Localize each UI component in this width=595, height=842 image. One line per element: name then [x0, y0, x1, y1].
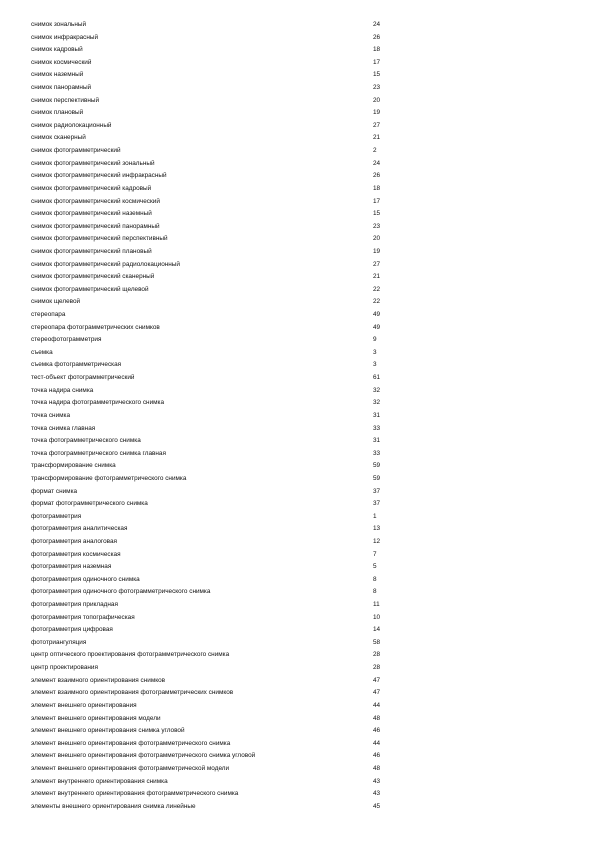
- index-entry: [31, 624, 391, 637]
- index-page-number: 17: [373, 197, 381, 205]
- index-entry: [31, 612, 391, 625]
- index-entry: [31, 423, 391, 436]
- index-term: снимок панорамный: [31, 84, 92, 92]
- index-page-number: 47: [373, 676, 381, 684]
- index-page-number: 21: [373, 134, 381, 142]
- index-page-number: 27: [373, 121, 381, 129]
- index-entry: [31, 347, 391, 360]
- index-term: фотограмметрия одиночного фотограмметрического снимка: [31, 588, 211, 596]
- index-entry: [31, 662, 391, 675]
- index-term: элемент внешнего ориентирования снимка угловой: [31, 727, 185, 735]
- index-term: формат фотограмметрического снимка: [31, 500, 148, 508]
- index-page-number: 28: [373, 664, 381, 672]
- index-entry: [31, 95, 391, 108]
- index-entry: [31, 44, 391, 57]
- index-entry: [31, 448, 391, 461]
- index-entry: [31, 549, 391, 562]
- index-page-number: 15: [373, 71, 381, 79]
- index-term: фотограмметрия одиночного снимка: [31, 575, 140, 583]
- index-entry: [31, 322, 391, 335]
- index-page-number: 48: [373, 764, 381, 772]
- index-page-number: 48: [373, 714, 381, 722]
- index-entry: [31, 57, 391, 70]
- index-term: элемент взаимного ориентирования снимков: [31, 676, 166, 684]
- index-page-number: 3: [373, 348, 377, 356]
- index-entry: [31, 334, 391, 347]
- index-page-number: 27: [373, 260, 381, 268]
- index-page-number: 20: [373, 96, 381, 104]
- index-entry: [31, 435, 391, 448]
- index-page-number: 47: [373, 689, 381, 697]
- index-term: точка снимка главная: [31, 424, 96, 432]
- index-entry: [31, 284, 391, 297]
- index-term: снимок фотограмметрический щелевой: [31, 285, 149, 293]
- index-entry: [31, 788, 391, 801]
- index-entry: [31, 221, 391, 234]
- index-page-number: 43: [373, 790, 381, 798]
- index-page-number: 5: [373, 563, 377, 571]
- index-term: стереопара фотограмметрических снимков: [31, 323, 160, 331]
- index-entry: [31, 132, 391, 145]
- index-entry: [31, 196, 391, 209]
- index-entry: [31, 271, 391, 284]
- index-term: элемент внешнего ориентирования фотограмметрического снимка: [31, 739, 231, 747]
- index-term: элемент внутреннего ориентирования фотограмметрического снимка: [31, 790, 239, 798]
- index-term: точка фотограмметрического снимка главная: [31, 449, 166, 457]
- index-page-number: 31: [373, 411, 381, 419]
- index-entry: [31, 637, 391, 650]
- index-page-number: 46: [373, 727, 381, 735]
- index-entry: [31, 523, 391, 536]
- index-term: трансформирование фотограмметрического снимка: [31, 474, 187, 482]
- index-page-number: 11: [373, 601, 380, 609]
- index-entry: [31, 750, 391, 763]
- index-term: трансформирование снимка: [31, 462, 116, 470]
- index-page-number: 24: [373, 21, 381, 28]
- index-entry: [31, 246, 391, 259]
- index-entry: [31, 32, 391, 45]
- index-term: снимок инфракрасный: [31, 33, 99, 41]
- index-term: фотограмметрия прикладная: [31, 601, 118, 609]
- index-page-number: 21: [373, 273, 381, 281]
- index-term: элемент внутреннего ориентирования снимка: [31, 777, 168, 785]
- index-term: центр проектирования: [31, 664, 98, 672]
- index-term: снимок радиолокационный: [31, 121, 112, 129]
- index-page-number: 13: [373, 525, 381, 533]
- index-term: точка надира снимка: [31, 386, 94, 394]
- index-page-number: 14: [373, 626, 381, 634]
- index-entry: [31, 649, 391, 662]
- index-entry: [31, 259, 391, 272]
- index-page-number: 43: [373, 777, 381, 785]
- index-page-number: 2: [373, 147, 377, 155]
- index-page-number: 59: [373, 462, 381, 470]
- index-term: фотограмметрия космическая: [31, 550, 121, 558]
- term-index-list: [31, 19, 391, 813]
- index-entry: [31, 486, 391, 499]
- index-page-number: 9: [373, 336, 377, 344]
- index-term: съемка фотограмметрическая: [31, 361, 122, 369]
- index-page-number: 23: [373, 222, 381, 230]
- index-term: снимок фотограмметрический наземный: [31, 210, 152, 218]
- index-entry: [31, 561, 391, 574]
- index-entry: [31, 725, 391, 738]
- index-term: съемка: [31, 348, 53, 356]
- index-page-number: 18: [373, 46, 381, 54]
- index-entry: [31, 82, 391, 95]
- index-page-number: 49: [373, 311, 381, 319]
- index-term: снимок фотограмметрический кадровый: [31, 184, 152, 192]
- index-term: снимок фотограмметрический космический: [31, 197, 160, 205]
- index-entry: [31, 397, 391, 410]
- index-entry: [31, 801, 391, 814]
- index-term: фотограмметрия цифровая: [31, 626, 113, 634]
- index-entry: [31, 309, 391, 322]
- index-entry: [31, 700, 391, 713]
- index-entry: [31, 511, 391, 524]
- index-entry: [31, 170, 391, 183]
- index-entry: [31, 296, 391, 309]
- index-term: снимок фотограмметрический зональный: [31, 159, 155, 167]
- index-term: снимок зональный: [31, 21, 87, 28]
- index-entry: [31, 233, 391, 246]
- index-page-number: 17: [373, 58, 381, 66]
- index-page-number: 26: [373, 33, 381, 41]
- index-term: элемент внешнего ориентирования модели: [31, 714, 161, 722]
- index-entry: [31, 675, 391, 688]
- index-entry: [31, 208, 391, 221]
- index-term: снимок перспективный: [31, 96, 100, 104]
- index-term: снимок щелевой: [31, 298, 81, 306]
- index-term: тест-объект фотограмметрический: [31, 374, 135, 382]
- index-page-number: 12: [373, 537, 381, 545]
- index-term: элемент внешнего ориентирования: [31, 701, 137, 709]
- index-term: снимок плановый: [31, 109, 84, 117]
- index-term: элемент внешнего ориентирования фотограмметрической модели: [31, 764, 230, 772]
- index-page-number: 3: [373, 361, 377, 369]
- index-page-number: 45: [373, 802, 381, 810]
- index-term: снимок космический: [31, 58, 92, 66]
- index-entry: [31, 586, 391, 599]
- index-term: снимок сканерный: [31, 134, 86, 142]
- index-page-number: 37: [373, 500, 381, 508]
- index-entry: [31, 372, 391, 385]
- index-term: снимок фотограмметрический: [31, 147, 121, 155]
- index-term: элемент внешнего ориентирования фотограмметрического снимка угловой: [31, 752, 256, 760]
- index-page-number: 18: [373, 184, 381, 192]
- index-term: точка снимка: [31, 411, 71, 419]
- index-page-number: 61: [373, 374, 381, 382]
- index-page-number: 1: [373, 512, 377, 520]
- index-term: стереофотограмметрия: [31, 336, 102, 344]
- index-page-number: 24: [373, 159, 381, 167]
- index-entry: [31, 687, 391, 700]
- index-entry: [31, 498, 391, 511]
- index-term: фотограмметрия наземная: [31, 563, 112, 571]
- index-page-number: 22: [373, 285, 381, 293]
- index-page-number: 33: [373, 449, 381, 457]
- index-entry: [31, 574, 391, 587]
- index-term: точка фотограмметрического снимка: [31, 437, 141, 445]
- index-entry: [31, 107, 391, 120]
- index-term: фотограмметрия топографическая: [31, 613, 135, 621]
- index-page-number: 58: [373, 638, 381, 646]
- index-entry: [31, 183, 391, 196]
- index-page-number: 46: [373, 752, 381, 760]
- index-page-number: 37: [373, 487, 381, 495]
- index-entry: [31, 69, 391, 82]
- index-page-number: 31: [373, 437, 381, 445]
- index-term: фотограмметрия аналитическая: [31, 525, 128, 533]
- index-term: снимок кадровый: [31, 46, 83, 54]
- index-term: фототриангуляция: [31, 638, 87, 646]
- index-page-number: 8: [373, 575, 377, 583]
- index-page-number: 49: [373, 323, 381, 331]
- index-page-number: 22: [373, 298, 381, 306]
- index-term: снимок наземный: [31, 71, 84, 79]
- index-term: снимок фотограмметрический радиолокационный: [31, 260, 180, 268]
- index-entry: [31, 776, 391, 789]
- index-entry: [31, 410, 391, 423]
- index-page-number: 23: [373, 84, 381, 92]
- index-entry: [31, 599, 391, 612]
- index-entry: [31, 359, 391, 372]
- index-page-number: 32: [373, 386, 381, 394]
- index-entry: [31, 536, 391, 549]
- index-term: элементы внешнего ориентирования снимка линейные: [31, 802, 196, 810]
- index-page-number: 33: [373, 424, 381, 432]
- index-term: фотограмметрия аналоговая: [31, 537, 118, 545]
- index-entry: [31, 19, 391, 32]
- index-term: формат снимка: [31, 487, 78, 495]
- index-page-number: 20: [373, 235, 381, 243]
- index-term: снимок фотограмметрический перспективный: [31, 235, 168, 243]
- index-entry: [31, 763, 391, 776]
- index-term: элемент взаимного ориентирования фотограмметрических снимков: [31, 689, 234, 697]
- index-entry: [31, 460, 391, 473]
- index-entry: [31, 473, 391, 486]
- index-entry: [31, 385, 391, 398]
- index-page-number: 15: [373, 210, 381, 218]
- index-page-number: 7: [373, 550, 377, 558]
- index-page-number: 19: [373, 109, 381, 117]
- index-page-number: 44: [373, 701, 381, 709]
- index-entry: [31, 145, 391, 158]
- index-term: центр оптического проектирования фотограмметрического снимка: [31, 651, 230, 659]
- index-term: снимок фотограмметрический инфракрасный: [31, 172, 167, 180]
- index-term: фотограмметрия: [31, 512, 82, 520]
- index-page-number: 32: [373, 399, 381, 407]
- index-entry: [31, 738, 391, 751]
- index-page-number: 44: [373, 739, 381, 747]
- index-page-number: 28: [373, 651, 381, 659]
- index-entry: [31, 120, 391, 133]
- index-term: стереопара: [31, 311, 66, 319]
- index-page-number: 19: [373, 247, 381, 255]
- index-page-number: 26: [373, 172, 381, 180]
- index-entry: [31, 158, 391, 171]
- index-term: снимок фотограмметрический панорамный: [31, 222, 160, 230]
- index-page-number: 8: [373, 588, 377, 596]
- index-term: снимок фотограмметрический сканерный: [31, 273, 155, 281]
- index-entry: [31, 713, 391, 726]
- index-term: снимок фотограмметрический плановый: [31, 247, 152, 255]
- index-page-number: 59: [373, 474, 381, 482]
- index-term: точка надира фотограмметрического снимка: [31, 399, 165, 407]
- index-page-number: 10: [373, 613, 381, 621]
